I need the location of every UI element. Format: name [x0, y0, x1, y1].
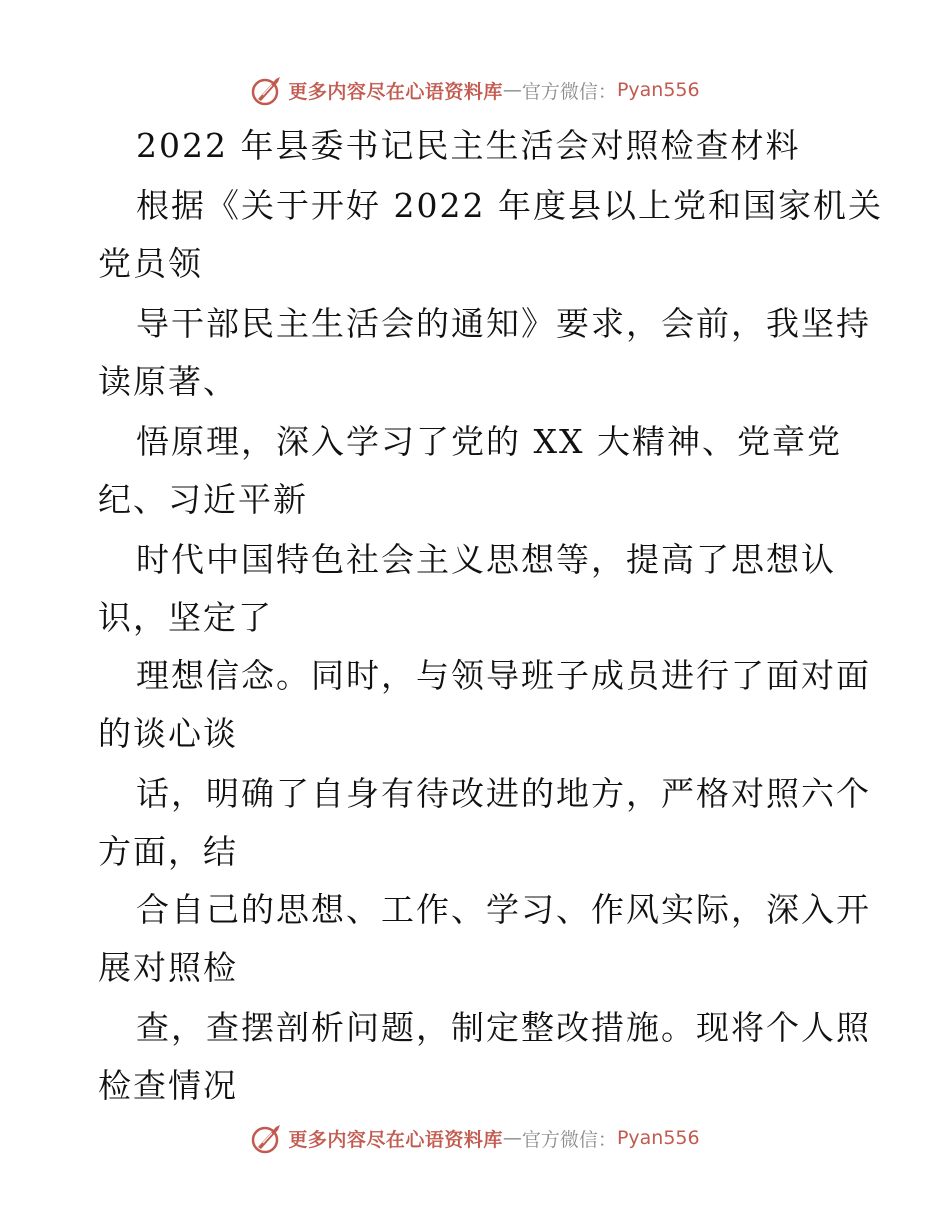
watermark-wechat-id: Pyan556: [616, 79, 700, 101]
paragraph-line: 检查情况: [98, 1066, 238, 1105]
watermark-dash: —: [502, 79, 522, 101]
watermark-official-label: 官方微信：: [521, 1128, 617, 1151]
paragraph-line: 纪、习近平新: [98, 480, 308, 519]
watermark-wechat-id: Pyan556: [616, 1127, 700, 1149]
paragraph-line: 时代中国特色社会主义思想等，提高了思想认: [136, 540, 836, 579]
paragraph-line: 识，坚定了: [98, 598, 273, 637]
paragraph-line: 理想信念。同时，与领导班子成员进行了面对面: [136, 656, 871, 695]
watermark-dash: —: [502, 1127, 522, 1149]
paragraph-line: 话，明确了自身有待改进的地方，严格对照六个: [136, 774, 871, 813]
paragraph-line: 悟原理，深入学习了党的 XX 大精神、党章党: [136, 422, 842, 461]
watermark-site-name: 更多内容尽在心语资料库: [288, 80, 503, 103]
paragraph-line: 导干部民主生活会的通知》要求，会前，我坚持: [136, 304, 871, 343]
paragraph-line: 读原著、: [98, 362, 238, 401]
document-title: 2022 年县委书记民主生活会对照检查材料: [136, 126, 801, 165]
paragraph-line: 方面，结: [98, 832, 238, 871]
paragraph-line: 党员领: [98, 244, 203, 283]
footer-watermark: [0, 1118, 950, 1158]
watermark-site-name: 更多内容尽在心语资料库: [288, 1128, 503, 1151]
paragraph-line: 查，查摆剖析问题，制定整改措施。现将个人照: [136, 1008, 871, 1047]
paragraph-line: 根据《关于开好 2022 年度县以上党和国家机关: [136, 186, 883, 225]
paragraph-line: 合自己的思想、工作、学习、作风实际，深入开: [136, 890, 871, 929]
paragraph-line: 展对照检: [98, 948, 238, 987]
paragraph-line: 的谈心谈: [98, 714, 238, 753]
quill-logo-icon: [250, 1121, 284, 1155]
watermark-official-label: 官方微信：: [521, 80, 617, 103]
